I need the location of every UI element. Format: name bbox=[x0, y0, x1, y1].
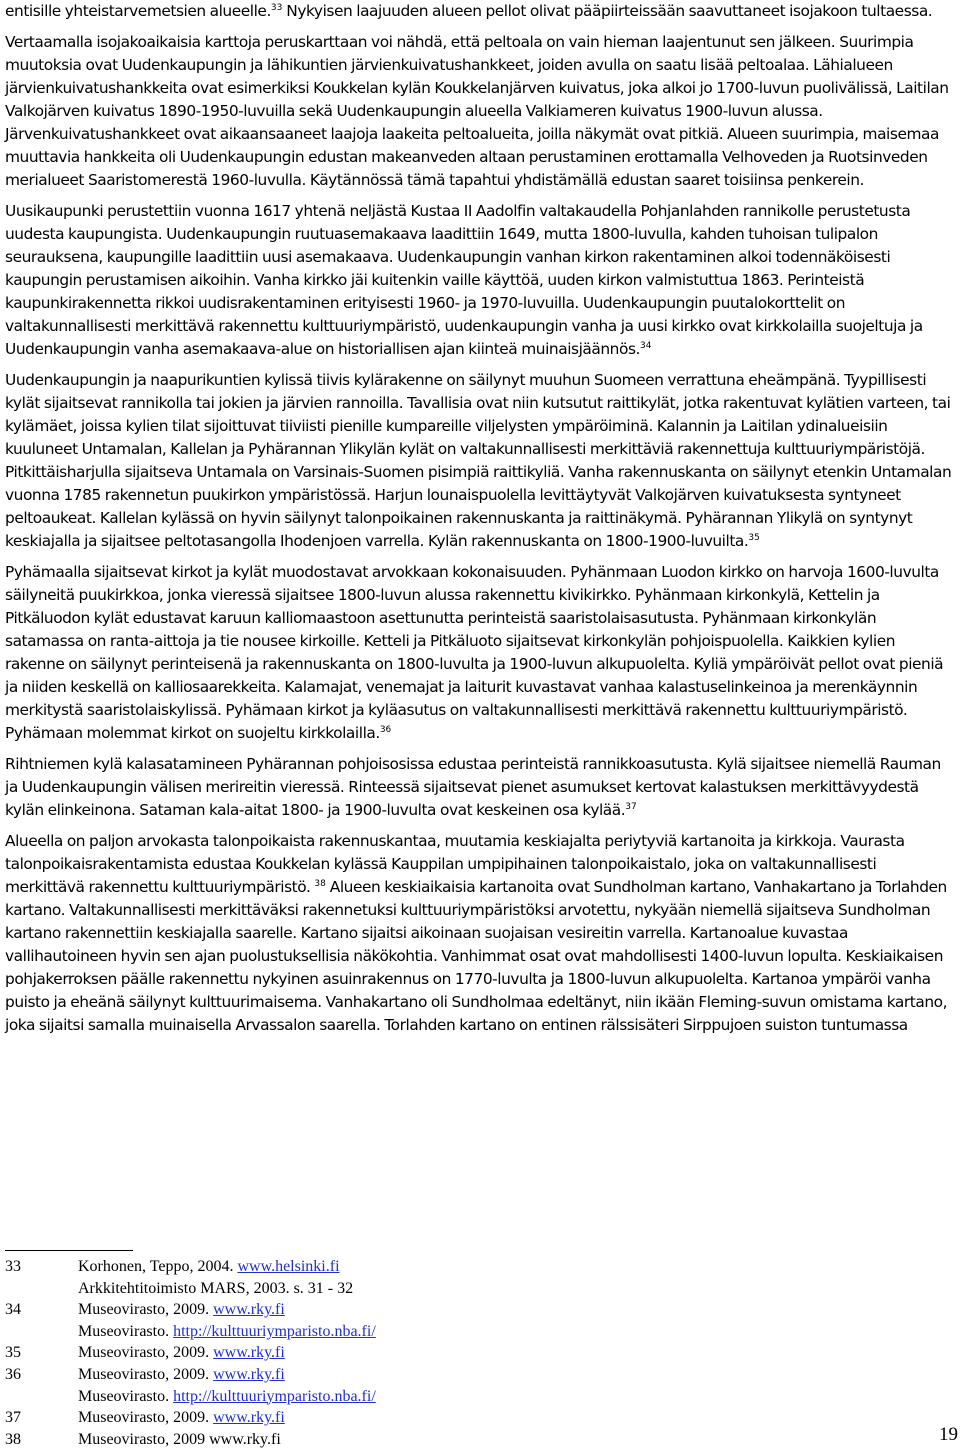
footnote bbox=[5, 1278, 605, 1300]
footnote-source: Museovirasto, 2009. bbox=[78, 1409, 214, 1427]
paragraph-text: Pyhämaalla sijaitsevat kirkot ja kylät muodostavat arvokkaan kokonaisuuden. Pyhänmaan Luodon kirkko on harvoja 1600-luvulta säilyneitä puukirkkoa, jonka vieressä sijaitsee 1800-luvun alussa rakennettu kivikirkko. Pyhänmaan kirkonkylä, Kettelin ja Pitkäluodon kylät edustavat karuun kalliomaastoon asettunutta perinteistä saaristolaisasutusta. Pyhänmaan kirkonkylän satamassa on ranta-aittoja ja tie nousee kirkoille. Ketteli ja Pitkäluoto sijaitsevat kirkonkylän pohjoispuolella. Kaikkien kylien rakenne on säilynyt perinteisenä ja rakennuskanta on 1800-luvulta ja 1900-luvun alkupuolelta. Kyliä ympäröivät pellot ovat pieniä ja niiden keskellä on kalliosaarekkeita. Kalamajat, venemajat ja laiturit kuvastavat vanhaa kalastuselinkeinoa ja merenkäynnin merkitystä saaristolaiskylissä. Pyhämaan kirkot ja kyläasutus on valtakunnallisesti merkittävä rakennettu kulttuuriympäristö. Pyhämaan molemmat kirkot on suojeltu kirkkolailla. bbox=[5, 563, 944, 742]
footnote bbox=[5, 1321, 605, 1343]
footnote bbox=[5, 1407, 605, 1429]
footnote bbox=[5, 1386, 605, 1408]
footnote-reference: 36 bbox=[379, 724, 392, 735]
paragraph bbox=[5, 369, 955, 553]
paragraph-text: Uudenkaupungin ja naapurikuntien kylissä tiivis kylärakenne on säilynyt muuhun Suomeen verrattuna eheämpänä. Tyypillisesti kylät sijaitsevat rannikolla tai jokien ja järvien rannoilla. Tavallisia ovat niin kutsutut raittikylät, jotka rakentuvat kylätien varteen, tai kylämäet, joissa kylien tilat sijoittuvat tiiviisti pienille kumpareille viljelysten ympäröiminä. Kalannin ja Laitilan ydinalueisiin kuuluneet Untamalan, Kallelan ja Pyhärannan Ylikylän kylät on valtakunnallisesti merkittäviä rakennettuja kulttuuriympäristöjä. Pitkittäisharjulla sijaitseva Untamala on Varsinais-Suomen pisimpiä raittikyliä. Vanha rakennuskanta on säilynyt etenkin Untamalan vuonna 1785 rakennetun puukirkon ympäristössä. Harjun lounaispuolella levittäytyvät Valkojärven kuivatuksesta syntyneet peltoaukeat. Kallelan kylässä on hyvin säilynyt talonpoikainen rakennuskanta ja raittinäkymä. Pyhärannan Ylikylä on syntynyt keskiajalla ja sijaitsee peltotasangolla Ihodenjoen varrella. Kylän rakennuskanta on 1800-1900-luvuilta. bbox=[5, 371, 952, 550]
paragraph-text: Rihtniemen kylä kalasatamineen Pyhärannan pohjoisosissa edustaa perinteistä rannikkoasutusta. Kylä sijaitsee niemellä Rauman ja Uudenkaupungin välisen merireitin vieressä. Rinteessä sijaitsevat pienet asumukset kertovat kalastuksen merkittävyydestä kylän elinkeinona. Sataman kala-aitat 1800- ja 1900-luvulta ovat keskeinen osa kylää. bbox=[5, 755, 941, 819]
footnote-number: 33 bbox=[5, 1258, 21, 1275]
footnote-text bbox=[78, 1321, 605, 1343]
footnote-text bbox=[78, 1429, 605, 1451]
document-page bbox=[5, 0, 955, 1037]
footnote-source: Museovirasto, 2009. bbox=[78, 1344, 214, 1362]
footnote bbox=[5, 1299, 605, 1321]
footnote-link[interactable]: http://kulttuuriymparisto.nba.fi/ bbox=[173, 1322, 376, 1340]
footnote-link[interactable]: www.rky.fi bbox=[213, 1409, 285, 1427]
footnote-reference: 34 bbox=[639, 340, 652, 351]
footnote-text bbox=[78, 1256, 605, 1278]
footnote-text bbox=[78, 1386, 605, 1408]
footnote-number: 34 bbox=[5, 1301, 21, 1319]
footnote-source: Korhonen, Teppo, 2004. bbox=[78, 1258, 238, 1275]
footnote-text bbox=[78, 1299, 605, 1321]
footnote-source: Arkkitehtitoimisto MARS, 2003. s. 31 - 32 bbox=[78, 1279, 354, 1297]
paragraph-text: Alueella on paljon arvokasta talonpoikaista rakennuskantaa, muutamia keskiajalta periytyviä kartanoita ja kirkkoja. Vaurasta talonpoikaisrakentamista edustaa Koukkelan kylässä Kauppilan umpipihainen talonpoikaistalo, joka on valtakunnallisesti merkittävä rakennettu kulttuuriympäristö. bbox=[5, 832, 905, 896]
footnote-link[interactable]: http://kulttuuriymparisto.nba.fi/ bbox=[173, 1387, 376, 1405]
paragraph-text: Nykyisen laajuuden alueen pellot olivat pääpiirteissään saavuttaneet isojakoon tultaessa. bbox=[282, 2, 933, 20]
footnote-link[interactable]: www.helsinki.fi bbox=[237, 1258, 340, 1275]
page-number: 19 bbox=[939, 1424, 958, 1445]
footnote-source: Museovirasto, 2009. bbox=[78, 1301, 214, 1319]
paragraph-text: Vertaamalla isojakoaikaisia karttoja peruskarttaan voi nähdä, että peltoala on vain hieman laajentunut sen jälkeen. Suurimpia muutoksia ovat Uudenkaupungin ja lähikuntien järvienkuivatushankkeet, joiden avulla on saatu lisää peltoalaa. Lähialueen järvienkuivatushankkeita ovat esimerkiksi Koukkelan kylän Koukkelanjärven kuivatus, joka alkoi jo 1700-luvun puolivälissä, Laitilan Valkojärven kuivatus 1890-1950-luvuilla sekä Uudenkaupungin alueella Valkiameren kuivatus 1900-luvun alussa. Järvenkuivatushankkeet ovat aikaansaaneet laajoja laakeita peltoalueita, joilla näkymät ovat pitkiä. Alueen suurimpia, maisemaa muuttavia hankkeita oli Uudenkaupungin edustan makeanveden altaan perustaminen erottamalla Velhoveden ja Ruotsinveden merialueet Saaristomerestä 1960-luvulla. Käytännössä tämä tapahtui yhdistämällä edustan saaret toisiinsa penkerein. bbox=[5, 33, 949, 189]
footnote-number bbox=[5, 1386, 78, 1408]
footnote-source: Museovirasto, 2009 www.rky.fi bbox=[78, 1430, 281, 1448]
paragraph-text: Alueen keskiaikaisia kartanoita ovat Sundholman kartano, Vanhakartano ja Torlahden kartano. Valtakunnallisesti merkittäväksi rakennetuksi kulttuuriympäristöksi arvotettu, nykyään niemellä sijaitseva Sundholman kartano rakennettiin keskiajalla saarelle. Kartano sijaitsi aikoinaan suojaisan vesireitin varrella. Kartanoalue kuvastaa vallihautoineen hyvin sen ajan puolustuksellisia näkökohtia. Vanhimmat osat ovat mahdollisesti 1400-luvun lopulta. Keskiaikaisen pohjakerroksen päälle rakennettu nykyinen asuinrakennus on 1770-luvulta ja 1800-luvun alkupuolelta. Kartanoa ympäröi vanha puisto ja eheänä säilynyt kulttuurimaisema. Vanhakartano oli Sundholmaa edeltänyt, niin ikään Fleming-suvun omistama kartano, joka sijaitsi samalla muinaisella Arvassalon saarella. Torlahden kartano on entinen rälssisäteri Sirppujoen suiston tuntumassa bbox=[5, 878, 948, 1034]
footnote-reference: 33 bbox=[270, 2, 283, 13]
footnote-number: 37 bbox=[5, 1409, 21, 1427]
footnote-link[interactable]: www.rky.fi bbox=[213, 1365, 285, 1383]
footnote-text bbox=[78, 1364, 605, 1386]
footnote-text bbox=[78, 1278, 605, 1300]
paragraph-text: entisille yhteistarvemetsien alueelle. bbox=[5, 2, 271, 20]
footnote-source: Museovirasto. bbox=[78, 1387, 174, 1405]
footnote-reference: 35 bbox=[748, 532, 760, 543]
paragraph bbox=[5, 561, 955, 745]
footnote-text bbox=[78, 1342, 605, 1364]
paragraph-text: Uusikaupunki perustettiin vuonna 1617 yhtenä neljästä Kustaa II Aadolfin valtakaudella Pohjanlahden rannikolle perustetusta uudesta kaupungista. Uudenkaupungin ruutuasemakaava laadittiin 1649, mutta 1800-luvulla, kahden tuhoisan tulipalon seurauksena, kaupungille laadittiin uusi asemakaava. Uudenkaupungin vanhan kirkon rakentaminen alkoi todennäköisesti kaupungin perustamisen aikoihin. Vanha kirkko jäi kuitenkin vaille käyttöä, uuden kirkon valmistuttua 1863. Perinteistä kaupunkirakennetta rikkoi uudisrakentaminen erityisesti 1960- ja 1970-luvuilla. Uudenkaupungin puutalokorttelit on valtakunnallisesti merkittävä rakennettu kulttuuriympäristö, uudenkaupungin vanha ja uusi kirkko ovat kirkkolailla suojeltuja ja Uudenkaupungin vanha asemakaava-alue on historiallisen ajan kiinteä muinaisjäännös. bbox=[5, 202, 923, 358]
footnote-number: 38 bbox=[5, 1430, 21, 1448]
footnote-reference: 37 bbox=[625, 801, 637, 812]
footnote bbox=[5, 1429, 605, 1451]
body-text bbox=[5, 0, 955, 1037]
footnote bbox=[5, 1342, 605, 1364]
footnote bbox=[5, 1364, 605, 1386]
footnote-number bbox=[5, 1278, 78, 1300]
footnote-link[interactable]: www.rky.fi bbox=[213, 1301, 285, 1319]
footnote bbox=[5, 1256, 605, 1278]
footnotes bbox=[5, 1256, 605, 1450]
footnote-separator bbox=[5, 1250, 133, 1251]
footnote-number bbox=[5, 1321, 78, 1343]
footnote-link[interactable]: www.rky.fi bbox=[213, 1344, 285, 1362]
footnote-reference: 38 bbox=[314, 878, 326, 889]
paragraph bbox=[5, 753, 955, 822]
paragraph bbox=[5, 830, 955, 1037]
footnote-source: Museovirasto. bbox=[78, 1322, 174, 1340]
paragraph bbox=[5, 200, 955, 361]
paragraph bbox=[5, 0, 955, 23]
footnote-source: Museovirasto, 2009. bbox=[78, 1365, 214, 1383]
footnote-text bbox=[78, 1407, 605, 1429]
footnote-number: 35 bbox=[5, 1344, 21, 1362]
paragraph bbox=[5, 31, 955, 192]
footnote-number: 36 bbox=[5, 1365, 21, 1383]
